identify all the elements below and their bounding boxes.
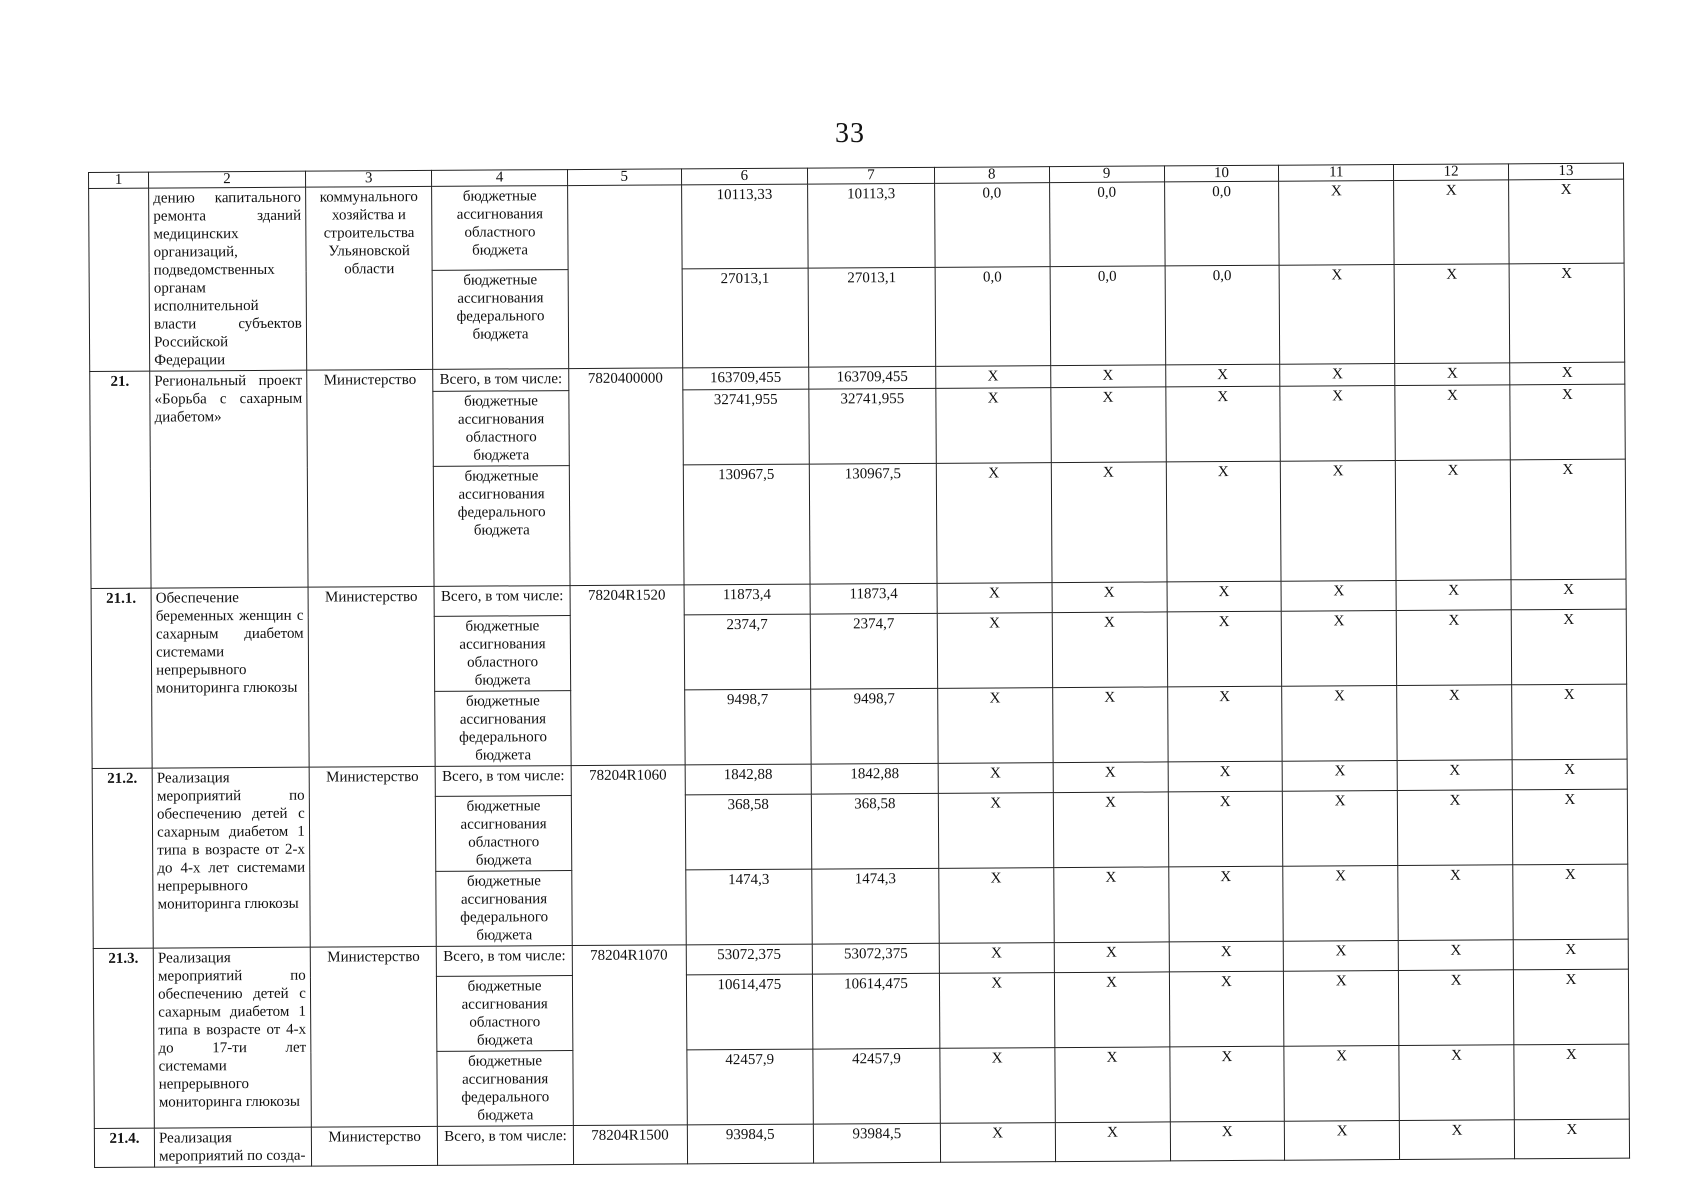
value-cell: Х	[1282, 761, 1397, 792]
budget-table	[88, 163, 1630, 1168]
value-cell: Х	[1280, 364, 1395, 387]
value-cell: Х	[937, 583, 1052, 614]
column-header: 8	[934, 167, 1049, 184]
amount-cell: 10614,475	[813, 973, 940, 1049]
value-cell: 0,0	[1049, 182, 1164, 267]
value-cell: Х	[1054, 972, 1169, 1048]
amount-cell: 2374,7	[810, 613, 937, 689]
amount-cell: 1842,88	[685, 764, 812, 795]
value-cell: Х	[1051, 462, 1167, 583]
value-cell: Х	[1285, 1121, 1400, 1161]
column-header: 2	[149, 171, 306, 188]
column-header: 5	[567, 169, 681, 186]
value-cell: Х	[939, 868, 1054, 944]
budget-code-cell: 78204R1500	[573, 1125, 687, 1165]
item-name-cell: Реализация мероприятий по созда-	[154, 1127, 311, 1167]
value-cell: Х	[937, 688, 1052, 764]
funding-source-cell: Всего, в том числе:	[433, 369, 568, 392]
funding-source-cell: Всего, в том числе:	[437, 946, 572, 977]
value-cell: Х	[940, 1123, 1055, 1163]
value-cell: Х	[1054, 942, 1169, 973]
column-header: 12	[1394, 164, 1509, 181]
funding-source-cell: Всего, в том числе:	[436, 766, 571, 797]
value-cell: Х	[1053, 792, 1168, 868]
value-cell: Х	[1510, 362, 1625, 385]
amount-cell: 10614,475	[686, 974, 813, 1050]
value-cell: Х	[1283, 791, 1398, 867]
value-cell: Х	[1400, 1120, 1515, 1160]
value-cell: Х	[1165, 386, 1280, 462]
item-name-cell: Обеспечение беременных женщин с сахарным диабетом системами непрерывного мониторинга глюкозы	[151, 587, 309, 768]
amount-cell: 42457,9	[686, 1049, 813, 1125]
value-cell: Х	[1513, 969, 1628, 1045]
value-cell: Х	[1399, 1045, 1514, 1121]
executor-cell: Министерство	[307, 369, 435, 587]
budget-code-cell: 78204R1070	[572, 945, 687, 1126]
budget-code-cell	[567, 185, 682, 369]
value-cell: Х	[1510, 384, 1625, 460]
value-cell: Х	[936, 388, 1051, 464]
amount-cell: 53072,375	[686, 944, 813, 975]
funding-source-cell: бюджетные ассигнования областного бюджета	[436, 796, 572, 872]
executor-cell: коммунального хозяйства и строительства Ульяновской области	[305, 186, 433, 370]
budget-table-sheet	[88, 163, 1630, 1168]
value-cell: Х	[938, 763, 1053, 794]
amount-cell: 53072,375	[812, 943, 939, 974]
item-number-cell: 21.2.	[92, 768, 153, 948]
column-header: 9	[1049, 166, 1164, 183]
value-cell: Х	[1395, 460, 1511, 581]
funding-source-cell: бюджетные ассигнования областного бюджета	[437, 976, 573, 1052]
value-cell: Х	[1282, 611, 1397, 687]
value-cell: Х	[1055, 1047, 1170, 1123]
value-cell: Х	[1513, 864, 1628, 940]
funding-source-cell: Всего, в том числе:	[438, 1126, 573, 1166]
value-cell: Х	[1398, 790, 1513, 866]
value-cell: Х	[1166, 461, 1282, 582]
value-cell: 0,0	[1165, 265, 1280, 365]
column-header: 7	[808, 167, 935, 184]
value-cell: Х	[1052, 612, 1167, 688]
amount-cell: 1474,3	[812, 868, 939, 944]
value-cell: Х	[1053, 762, 1168, 793]
amount-cell: 11873,4	[810, 583, 937, 614]
amount-cell: 9498,7	[811, 688, 938, 764]
amount-cell: 163709,455	[809, 366, 936, 389]
value-cell: Х	[1051, 387, 1166, 463]
item-number-cell: 21.1.	[91, 588, 152, 768]
value-cell: Х	[1167, 581, 1282, 612]
item-name-cell: Региональный проект «Борьба с сахарным диабетом»	[150, 370, 308, 588]
item-number-cell: 21.3.	[93, 948, 154, 1128]
amount-cell: 93984,5	[687, 1124, 814, 1164]
value-cell: Х	[1170, 1121, 1285, 1161]
column-header: 10	[1164, 165, 1279, 182]
page-number: 33	[835, 118, 865, 149]
budget-code-cell: 78204R1520	[570, 585, 685, 766]
value-cell: Х	[1514, 1044, 1629, 1120]
funding-source-cell: бюджетные ассигнования федерального бюджета	[435, 691, 571, 767]
value-cell: Х	[1284, 971, 1399, 1047]
executor-cell: Министерство	[308, 586, 436, 767]
funding-source-cell: бюджетные ассигнования федерального бюджета	[433, 270, 569, 370]
funding-source-cell: Всего, в том числе:	[435, 586, 570, 617]
value-cell: Х	[1395, 385, 1510, 461]
value-cell: Х	[1281, 581, 1396, 612]
amount-cell: 42457,9	[813, 1048, 940, 1124]
value-cell: Х	[940, 1048, 1055, 1124]
value-cell: Х	[1280, 386, 1395, 462]
funding-source-cell: бюджетные ассигнования федерального бюджета	[437, 1051, 573, 1127]
amount-cell: 27013,1	[682, 268, 809, 368]
column-header: 4	[432, 170, 567, 187]
value-cell: Х	[1169, 941, 1284, 972]
value-cell: Х	[938, 793, 1053, 869]
value-cell: Х	[1398, 865, 1513, 941]
value-cell: Х	[1396, 610, 1511, 686]
column-header: 3	[305, 170, 432, 187]
value-cell: Х	[1052, 582, 1167, 613]
amount-cell: 11873,4	[684, 584, 811, 615]
amount-cell: 368,58	[685, 794, 812, 870]
value-cell: Х	[1397, 685, 1512, 761]
funding-source-cell: бюджетные ассигнования областного бюджета	[432, 186, 568, 271]
value-cell: Х	[1168, 791, 1283, 867]
table-body	[89, 179, 1630, 1167]
value-cell: Х	[1510, 459, 1626, 580]
value-cell: Х	[1509, 179, 1624, 264]
amount-cell: 93984,5	[814, 1123, 941, 1163]
funding-source-cell: бюджетные ассигнования федерального бюджета	[436, 871, 572, 947]
value-cell: Х	[1167, 686, 1282, 762]
item-number-cell: 21.	[90, 371, 151, 588]
value-cell: Х	[1167, 611, 1282, 687]
amount-cell: 32741,955	[682, 389, 809, 465]
value-cell: 0,0	[935, 267, 1050, 367]
value-cell: Х	[1395, 363, 1510, 386]
amount-cell: 163709,455	[682, 367, 809, 390]
amount-cell: 32741,955	[809, 388, 936, 464]
value-cell: Х	[1169, 971, 1284, 1047]
funding-source-cell: бюджетные ассигнования областного бюджета	[433, 391, 569, 467]
amount-cell: 10113,3	[808, 183, 935, 268]
value-cell: Х	[1055, 1122, 1170, 1162]
item-number-cell	[89, 188, 150, 371]
funding-source-cell: бюджетные ассигнования областного бюджета	[435, 616, 571, 692]
value-cell: Х	[1281, 461, 1397, 582]
value-cell: Х	[1279, 265, 1394, 365]
amount-cell: 27013,1	[808, 268, 935, 368]
value-cell: Х	[1284, 941, 1399, 972]
value-cell: 0,0	[1164, 181, 1279, 266]
value-cell: Х	[936, 366, 1051, 389]
value-cell: Х	[939, 973, 1054, 1049]
value-cell: Х	[1053, 867, 1168, 943]
amount-cell: 10113,33	[681, 184, 808, 269]
value-cell: Х	[1394, 180, 1509, 265]
value-cell: Х	[1509, 263, 1625, 363]
item-name-cell: Реализация мероприятий по обеспечению детей с сахарным диабетом 1 типа в возрасте от 4-х до 17-ти лет системами непрерывного мониторинга глюкозы	[153, 947, 311, 1128]
value-cell: Х	[1397, 760, 1512, 791]
column-header: 1	[89, 172, 149, 188]
executor-cell: Министерство	[309, 766, 437, 947]
item-number-cell: 21.4.	[94, 1128, 154, 1167]
value-cell: Х	[939, 943, 1054, 974]
value-cell: Х	[1165, 364, 1280, 387]
value-cell: Х	[1168, 761, 1283, 792]
amount-cell: 368,58	[811, 793, 938, 869]
value-cell: Х	[1512, 789, 1627, 865]
executor-cell: Министерство	[311, 1126, 438, 1166]
amount-cell: 2374,7	[684, 614, 811, 690]
value-cell: Х	[1512, 759, 1627, 790]
value-cell: Х	[1511, 609, 1626, 685]
value-cell: Х	[1394, 264, 1509, 364]
value-cell: Х	[1512, 684, 1627, 760]
value-cell: Х	[1511, 579, 1626, 610]
funding-source-cell: бюджетные ассигнования федерального бюджета	[434, 466, 570, 587]
value-cell: Х	[1282, 686, 1397, 762]
amount-cell: 130967,5	[809, 463, 936, 584]
value-cell: Х	[1052, 687, 1167, 763]
value-cell: Х	[1396, 580, 1511, 611]
item-name-cell: Реализация мероприятий по обеспечению детей с сахарным диабетом 1 типа в возрасте от 2-х до 4-х лет системами непрерывного мониторинга глюкозы	[152, 767, 310, 948]
value-cell: 0,0	[934, 183, 1049, 268]
value-cell: Х	[937, 613, 1052, 689]
value-cell: 0,0	[1050, 266, 1165, 366]
table-row	[89, 179, 1624, 273]
budget-code-cell: 7820400000	[568, 368, 683, 586]
value-cell: Х	[1514, 1119, 1629, 1159]
table-row	[94, 1119, 1629, 1167]
value-cell: Х	[1398, 940, 1513, 971]
value-cell: Х	[1283, 866, 1398, 942]
value-cell: Х	[936, 463, 1052, 584]
amount-cell: 9498,7	[684, 689, 811, 765]
value-cell: Х	[1399, 970, 1514, 1046]
column-header: 6	[681, 168, 808, 185]
column-header: 11	[1279, 165, 1394, 182]
value-cell: Х	[1279, 181, 1394, 266]
value-cell: Х	[1284, 1046, 1399, 1122]
column-header: 13	[1509, 163, 1624, 180]
value-cell: Х	[1169, 1046, 1284, 1122]
amount-cell: 130967,5	[683, 464, 810, 585]
value-cell: Х	[1513, 939, 1628, 970]
value-cell: Х	[1168, 866, 1283, 942]
item-name-cell: дению капитального ремонта зданий медицинских организаций, подведомственных органам исполнительной власти субъектов Российской Федерации	[149, 187, 307, 371]
amount-cell: 1474,3	[685, 869, 812, 945]
amount-cell: 1842,88	[811, 763, 938, 794]
value-cell: Х	[1050, 365, 1165, 388]
budget-code-cell: 78204R1060	[571, 765, 686, 946]
executor-cell: Министерство	[310, 946, 438, 1127]
